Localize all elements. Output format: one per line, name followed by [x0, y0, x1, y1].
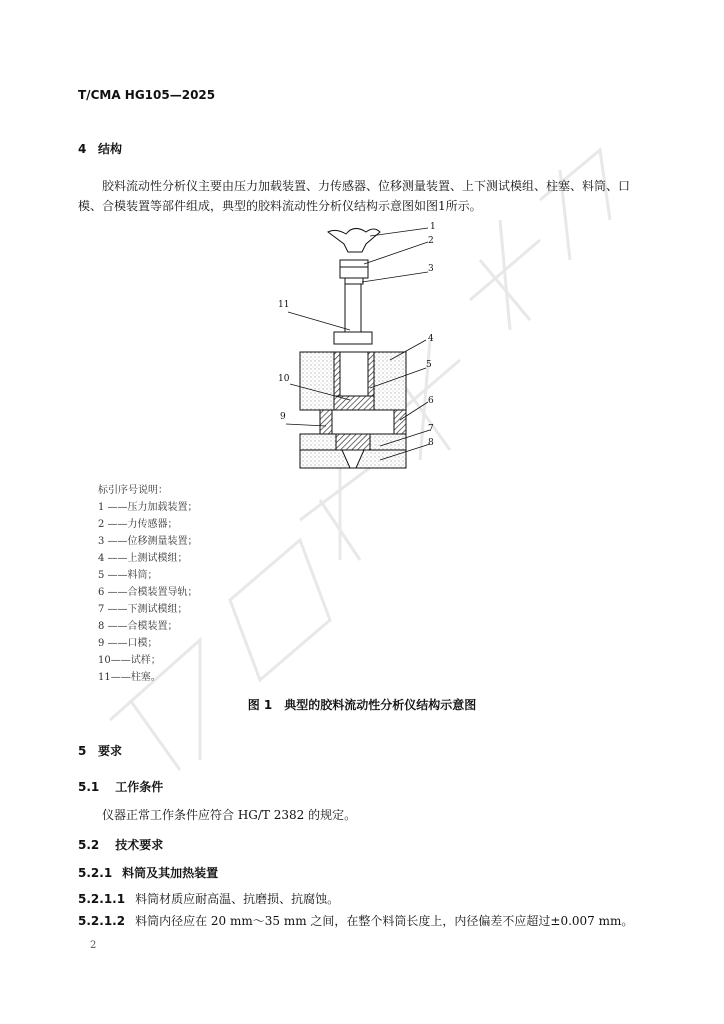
legend-item: 11——柱塞。 [98, 672, 161, 683]
structure-diagram [270, 220, 450, 480]
clause-5-2-1-1 [78, 890, 339, 907]
legend-item: 6 ——合模装置导轨； [98, 587, 198, 598]
clause-5-2-1-1-number: 5.2.1.1 [78, 892, 126, 906]
legend-item: 10——试样； [98, 655, 161, 666]
plunger [334, 332, 372, 344]
legend-item: 2 ——力传感器； [98, 519, 178, 530]
section-5-2-number: 5.2 [78, 838, 100, 852]
legend-title: 标引序号说明： [98, 485, 168, 496]
callout-7: 7 [428, 424, 434, 434]
section-5-1-title: 工作条件 [115, 780, 164, 794]
section-5-1-number: 5.1 [78, 780, 100, 794]
section-4-paragraph: 胶料流动性分析仪主要由压力加载装置、力传感器、位移测量装置、上下测试模组、柱塞、料筒、口模、合模装置等部件组成，典型的胶料流动性分析仪结构示意图如图1所示。 [78, 179, 631, 213]
clamping-rail [320, 410, 406, 434]
legend-item: 4 ——上测试模组； [98, 553, 188, 564]
section-5-2-1-title: 料筒及其加热装置 [122, 866, 219, 880]
page-number: 2 [90, 940, 97, 951]
callout-8: 8 [428, 438, 434, 448]
legend-item: 9 ——口模； [98, 638, 158, 649]
callout-1: 1 [430, 222, 436, 232]
sample [334, 396, 374, 410]
section-4-heading [78, 140, 122, 157]
section-4-title: 结构 [98, 142, 123, 156]
displacement-gauge [345, 278, 363, 284]
section-4-number: 4 [78, 142, 87, 156]
clause-5-2-1-2 [78, 912, 633, 929]
callout-3: 3 [428, 264, 434, 274]
section-5-number: 5 [78, 744, 87, 758]
section-5-1-heading [78, 778, 163, 795]
legend-item: 3 ——位移测量装置； [98, 536, 198, 547]
callout-10: 10 [278, 374, 290, 384]
clause-5-2-1-2-number: 5.2.1.2 [78, 914, 126, 928]
callout-9: 9 [280, 412, 286, 422]
section-5-2-1-heading [78, 864, 218, 881]
section-5-1-text: 仪器正常工作条件应符合 HG/T 2382 的规定。 [102, 808, 357, 822]
pressure-loading-device [328, 228, 380, 252]
clause-5-2-1-2-text: 料筒内径应在 20 mm～35 mm 之间，在整个料筒长度上，内径偏差不应超过±0.007 mm。 [135, 914, 634, 928]
section-5-title: 要求 [98, 744, 123, 758]
callout-11: 11 [278, 300, 290, 310]
callout-4: 4 [428, 334, 434, 344]
section-5-heading [78, 742, 122, 759]
standard-number: T/CMA HG105—2025 [78, 88, 216, 102]
force-sensor [340, 260, 368, 278]
clause-5-2-1-1-text: 料筒材质应耐高温、抗磨损、抗腐蚀。 [135, 892, 340, 906]
legend-item: 1 ——压力加载装置； [98, 502, 198, 513]
die [336, 434, 370, 450]
section-5-2-1-number: 5.2.1 [78, 866, 113, 880]
callout-5: 5 [426, 360, 432, 370]
callout-6: 6 [428, 396, 434, 406]
plunger-rod [345, 284, 361, 332]
callout-2: 2 [428, 236, 434, 246]
figure-caption: 图 1 典型的胶料流动性分析仪结构示意图 [247, 698, 477, 712]
section-5-2-title: 技术要求 [115, 838, 164, 852]
legend-item: 8 ——合模装置； [98, 621, 178, 632]
legend-item: 7 ——下测试模组； [98, 604, 188, 615]
section-5-2-heading [78, 836, 163, 853]
legend-item: 5 ——料筒； [98, 570, 158, 581]
